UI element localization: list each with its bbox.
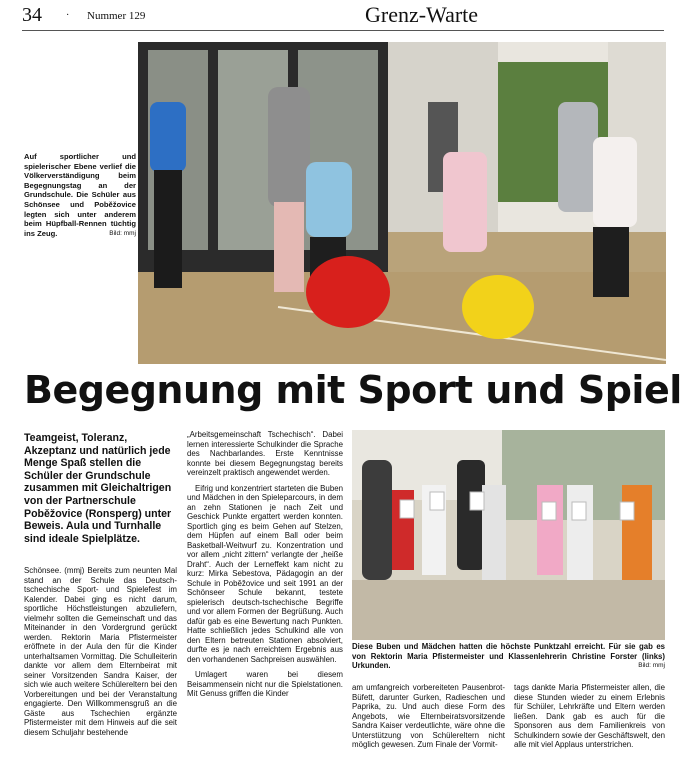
- photo2-credit: Bild: mmj: [638, 662, 665, 670]
- photo1-caption: [24, 152, 136, 238]
- issue-number: Nummer 129: [87, 10, 146, 22]
- article-headline: Begegnung mit Sport und Spiel: [24, 368, 682, 412]
- photo1-caption-text: Auf sportlicher und spielerischer Ebene verlief die Völkerverständigung beim Begegnungstag an der Grundschule. Die Schüler aus Schönsee und Poběžovice legten sich unter anderem beim Hüpfball-Rennen tüchtig ins Zeug.: [24, 152, 136, 238]
- article-paragraph: Schönsee. (mmj) Bereits zum neunten Mal stand an der Schule das Deutsch-tschechische Sport- und Spielefest im Kalender. Dabei ging es nicht darum, sportliche Höchstleistungen abzuliefern, vielmehr sollten die Gemeinschaft und das Miteinander in den Vordergrund gerückt werden. Rektorin Maria Pfistermeister eröffnete in der Aula den für die Kinder unterhaltsamen Vormittag. Die Schulleiterin dankte vor allem dem Elternbeirat mit seiner Vorsitzenden Sandra Kaiser, der sich wie auch weitere Schülereltern bei den Vorbereitungen und bei der Veranstaltung engagierte. Den Willkommensgruß an die Gäste aus Tschechien ergänzte Pfistermeister mit dem Hinweis auf die seit diesem Schuljahr bestehende: [24, 566, 177, 737]
- article-paragraph: tags dankte Maria Pfistermeister allen, die diese Stunden wieder zu einem Erlebnis für Schüler, Lehrkräfte und Eltern werden ließen. Dank gab es auch für die Sponsoren aus dem Familienkreis von Schulkindern sowie der Geschäftswelt, den alle mit viel Applaus unterstrichen.: [514, 683, 665, 749]
- photo-hopper-ball-race-image: [138, 42, 666, 364]
- photo-winners-certificates-image: [352, 430, 665, 640]
- article-column-3: [352, 683, 505, 775]
- article-column-4: [514, 683, 665, 775]
- photo1-credit: Bild: mmj: [109, 229, 136, 237]
- article-column-2: [187, 430, 343, 774]
- photo-hopper-ball-race: [138, 42, 666, 364]
- article-paragraph: „Arbeitsgemeinschaft Tschechisch“. Dabei lernen interessierte Schulkinder die Sprache des Nachbarlandes. Erste Kenntnisse konnte bei diesem Begegnungstag bereits vereinzelt praktisch angewendet werden.: [187, 430, 343, 477]
- article-paragraph: Eifrig und konzentriert starteten die Buben und Mädchen in den Spieleparcours, in dem an zehn Stationen je nach Zeit und Geschick Punkte ergattert werden konnten. Sportlich ging es beim Gehen auf Stelzen, dem Hüpfen auf einem Ball oder beim Basketball-Weitwurf zu. Konzentration und vor allem „nicht zittern“ verlangte der „heiße Draht“. Auch der Lerneffekt kam nicht zu kurz: Mirka Sebestova, Pädagogin an der Schule in Poběžovice und seit 1991 an der Schönseer Schule bekannt, testete spielerisch deutsch-tschechische Begriffe und vor allem Formen der Begrüßung. Auch dafür gab es eine Bewertung nach Punkten. Hatte schließlich jedes Schulkind alle von den Eltern betreuten Stationen absolviert, durfte es je nach erreichtem Ergebnis aus den vorhandenen Sachpreisen auswählen.: [187, 483, 343, 664]
- article-paragraph: Umlagert waren bei diesem Beisammensein nicht nur die Spielstationen. Mit Genuss griffen die Kinder: [187, 670, 343, 698]
- newspaper-brand: Grenz-Warte: [365, 2, 479, 27]
- header-rule: [22, 30, 664, 31]
- photo-winners-certificates: [352, 430, 665, 640]
- photo2-caption-text: Diese Buben und Mädchen hatten die höchste Punktzahl erreicht. Für sie gab es von Rektorin Maria Pfistermeister und Klassenlehrerin Christine Forster (links) Urkunden.: [352, 642, 665, 671]
- photo2-caption: [352, 642, 665, 671]
- article-lead: Teamgeist, Toleranz, Akzeptanz und natürlich jede Menge Spaß stellen die Schüler der Grundschule zusammen mit Gleichaltrigen von der Partnerschule Poběžovice (Ronsperg) unter Beweis. Aula und Turnhalle sind ideale Spielplätze.: [24, 432, 172, 545]
- article-column-1: [24, 566, 177, 774]
- header-dot: ·: [66, 10, 70, 21]
- page-number: 34: [22, 4, 42, 26]
- article-paragraph: am umfangreich vorbereiteten Pausenbrot-Büfett, darunter Gurken, Radieschen und Paprika, zu. Und auch diese Form des Angebots, wie Elternbeiratsvorsitzende Sandra Kaiser verdeutlichte, wäre ohne die Unterstützung von Schülereltern nicht möglich gewesen. Zum Finale der Vormit-: [352, 683, 505, 749]
